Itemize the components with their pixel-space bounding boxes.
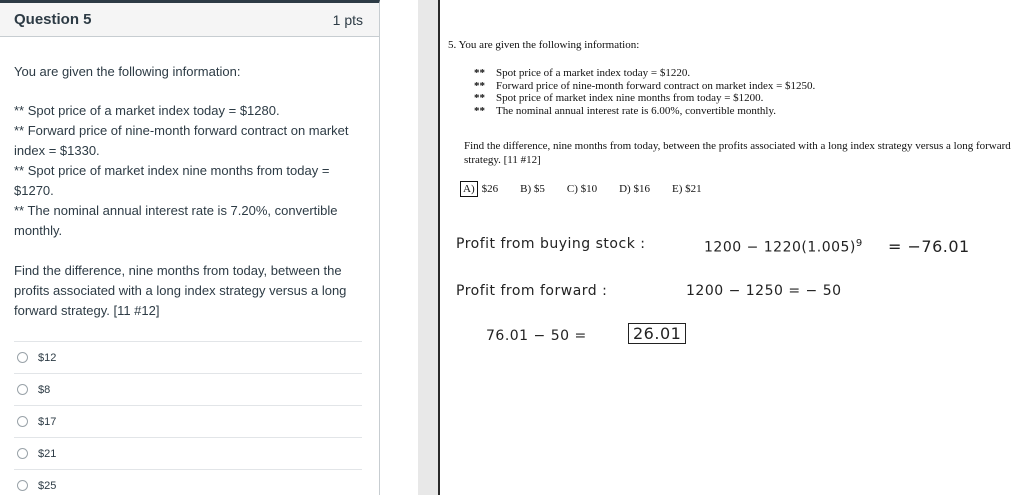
choice-e: E) $21 xyxy=(671,183,702,195)
radio-button[interactable] xyxy=(17,448,28,459)
handwritten-difference-expression: 76.01 − 50 = xyxy=(486,328,587,344)
book-fact: ** Spot price of a market index today = $1220. xyxy=(474,67,691,79)
handwritten-forward-expression: 1200 − 1250 = − 50 xyxy=(686,283,842,299)
handwritten-final-answer: 26.01 xyxy=(628,323,686,344)
book-facts xyxy=(474,67,815,117)
radio-button[interactable] xyxy=(17,416,28,427)
answer-option[interactable] xyxy=(14,373,362,405)
handwritten-stock-result: = −76.01 xyxy=(888,237,970,256)
panel-gutter xyxy=(380,0,418,495)
question-body xyxy=(0,62,379,321)
fact-forward-price: ** Forward price of nine-month forward contract on market index = $1330. xyxy=(14,123,349,158)
choice-d: D) $16 xyxy=(619,183,650,195)
book-question-text: Find the difference, nine months from today, between the profits associated with a long index strategy versus a long forward strategy. [11 #12] xyxy=(464,140,1011,166)
fact-future-spot-price: ** Spot price of market index nine months from today = $1270. xyxy=(14,163,330,198)
answer-label: $21 xyxy=(38,447,57,460)
book-question-title: 5. You are given the following information: xyxy=(448,39,640,51)
handwritten-stock-label: Profit from buying stock : xyxy=(456,236,646,252)
fact-spot-price: ** Spot price of a market index today = $1280. xyxy=(14,103,280,118)
choice-a-value: $26 xyxy=(481,183,499,195)
answer-option[interactable] xyxy=(14,437,362,469)
question-text: Find the difference, nine months from today, between the profits associated with a long index strategy versus a long forward strategy. [11 #12] xyxy=(14,263,347,318)
answer-label: $25 xyxy=(38,479,57,492)
handwritten-forward-label: Profit from forward : xyxy=(456,283,608,299)
choice-b: B) $5 xyxy=(520,183,545,195)
scroll-gutter xyxy=(418,0,438,495)
radio-button[interactable] xyxy=(17,384,28,395)
question-header xyxy=(0,3,379,37)
worked-solution-panel xyxy=(440,0,1024,495)
answer-label: $12 xyxy=(38,351,57,364)
answer-list xyxy=(14,341,362,501)
answer-option[interactable] xyxy=(14,469,362,501)
radio-button[interactable] xyxy=(17,480,28,491)
question-facts xyxy=(14,101,365,241)
question-title: Question 5 xyxy=(14,11,92,28)
radio-button[interactable] xyxy=(17,352,28,363)
answer-option[interactable] xyxy=(14,341,362,373)
question-intro: You are given the following information: xyxy=(14,64,241,79)
book-fact: ** Forward price of nine-month forward contract on market index = $1250. xyxy=(474,79,816,92)
handwritten-exponent: 9 xyxy=(855,238,863,249)
choice-c: C) $10 xyxy=(566,183,598,195)
quiz-question-panel xyxy=(0,0,380,495)
fact-interest-rate: ** The nominal annual interest rate is 7.20%, convertible monthly. xyxy=(14,203,338,238)
book-fact: ** Spot price of market index nine months from today = $1200. xyxy=(474,92,764,104)
handwritten-stock-expression: $1200 - 1220(1.005)^9$ xyxy=(704,238,863,256)
answer-label: $17 xyxy=(38,415,57,428)
answer-option[interactable] xyxy=(14,405,362,437)
answer-label: $8 xyxy=(38,383,51,396)
book-fact: ** The nominal annual interest rate is 6.00%, convertible monthly. xyxy=(474,104,777,117)
book-choices xyxy=(460,181,724,197)
choice-a-label: A) xyxy=(460,181,478,197)
question-points: 1 pts xyxy=(332,11,363,28)
